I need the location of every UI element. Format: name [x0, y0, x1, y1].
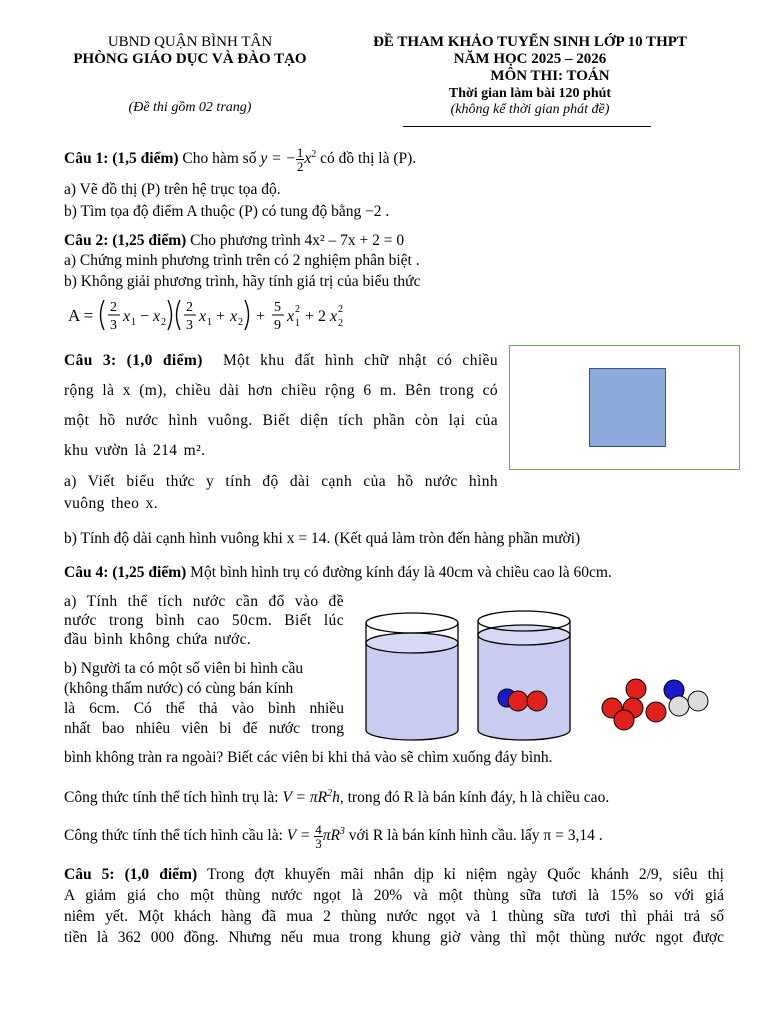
q4-cyl-prefix: Công thức tính thể tích hình trụ là: [64, 789, 279, 807]
svg-text:2: 2 [295, 304, 300, 315]
q4-b-line3: là 6cm. Có thể thả vào bình nhiều [64, 700, 344, 717]
q4-a [64, 592, 344, 649]
q5-paragraph [64, 864, 724, 948]
svg-text:+: + [256, 308, 266, 325]
q4-b-line2: (không thấm nước) có cùng bán kính [64, 680, 294, 697]
svg-text:x: x [153, 308, 161, 325]
q4-sphere-formula-line: Công thức tính thể tích hình cầu là: V = $\frac{4}{3}$ $\pi R^3$ với R là bán kính hình cầu. lấy π = 3,14 . [64, 822, 603, 852]
q5-line2: A giảm giá cho một thùng nước ngọt là 20% và một thùng sữa tươi là 15% so với giá [64, 887, 724, 904]
q2-expression [64, 294, 364, 336]
svg-text:2: 2 [161, 317, 166, 328]
q2-b: b) Không giải phương trình, hãy tính giá trị của biểu thức [64, 273, 421, 290]
q3-a-line2: vuông theo x. [64, 495, 159, 512]
q4-b [64, 659, 344, 739]
svg-text:+: + [216, 308, 226, 325]
q4-cylinder-formula-line [64, 784, 609, 808]
header-right-line5: (không kể thời gian phát đề) [450, 102, 610, 117]
q5-line3: niêm yết. Một khách hàng đã mua 2 thùng nước ngọt và 1 thùng sữa tươi thì phải trả số [64, 908, 724, 925]
q1-label: Câu 1: (1,5 điểm) [64, 150, 179, 168]
header-left-line1: UBND QUẬN BÌNH TÂN [107, 34, 273, 50]
header-left-line2: PHÒNG GIÁO DỤC VÀ ĐÀO TẠO [73, 51, 307, 67]
q4-cyl-suffix: , trong đó R là bán kính đáy, h là chiều cao. [339, 789, 610, 807]
q1-frac-den: 2 [296, 159, 304, 175]
svg-text:2: 2 [186, 300, 193, 315]
q2-line [64, 231, 404, 251]
q3-line2: rộng là x (m), chiều dài hơn chiều rộng 6 m. Bên trong có [64, 382, 498, 399]
q4-sph-mid: với R là bán kính hình cầu. lấy [348, 827, 540, 845]
header-underline [403, 126, 651, 127]
q1-formula-lhs: y = − [260, 150, 296, 168]
q1-a: a) Vẽ đồ thị (P) trên hệ trục tọa độ. [64, 181, 281, 198]
q3-b: b) Tính độ dài cạnh hình vuông khi x = 14. (Kết quả làm tròn đến hàng phần mười) [64, 530, 581, 547]
q3-a [64, 471, 498, 515]
q1-b: b) Tìm tọa độ điểm A thuộc (P) có tung độ bằng −2 . [64, 203, 390, 220]
q3-line4: khu vườn là 214 m². [64, 442, 206, 459]
q2-intro: Cho phương trình 4x² – 7x + 2 = 0 [190, 232, 405, 249]
svg-text:x: x [330, 308, 338, 325]
q1-formula-x: x [304, 150, 312, 168]
cylinder-volume-formula: $V = \pi R^2h$ [282, 788, 340, 807]
q2-a: a) Chứng minh phương trình trên có 2 nghiệm phân biệt . [64, 252, 420, 269]
svg-text:−: − [140, 308, 150, 325]
q4-a-line1: a) Tính thể tích nước cần đổ vào đề [64, 593, 344, 610]
q3-label: Câu 3: (1,0 điểm) [64, 352, 203, 369]
header-right-line3: MÔN THI: TOÁN [490, 68, 610, 84]
q4-sph-prefix: Công thức tính thể tích hình cầu là: [64, 827, 283, 845]
svg-text:9: 9 [274, 318, 281, 333]
q3-paragraph [64, 346, 498, 466]
cylinders-illustration [360, 605, 730, 750]
svg-text:3: 3 [186, 318, 193, 333]
header-left-note: (Đề thi gồm 02 trang) [128, 100, 252, 115]
svg-text:3: 3 [110, 318, 117, 333]
svg-text:x: x [199, 308, 207, 325]
q2-label: Câu 2: (1,25 điểm) [64, 232, 187, 249]
q4-a-line2: nước trong bình cao 50cm. Biết lúc [64, 612, 344, 629]
q1-tail: có đồ thị là (P). [320, 150, 417, 168]
q5-line4: tiền là 362 000 đồng. Nhưng nếu mua trong khung giờ vàng thì một thùng nước ngọt được [64, 929, 724, 946]
sphere-volume-formula: V = [286, 827, 315, 845]
q4-b-line5: bình không tràn ra ngoài? Biết các viên bi khi thả vào sẽ chìm xuống đáy bình. [64, 749, 553, 766]
pi-value: π = 3,14 . [543, 827, 603, 845]
svg-text:5: 5 [274, 300, 281, 315]
q5-line1: Trong đợt khuyến mãi nhân dịp kỉ niệm ngày Quốc khánh 2/9, siêu thị [206, 866, 724, 883]
q3-line3: một hồ nước hình vuông. Biết diện tích phần còn lại của [64, 412, 498, 429]
svg-text:1: 1 [131, 317, 136, 328]
svg-text:2: 2 [338, 304, 343, 315]
q4-label: Câu 4: (1,25 điểm) [64, 564, 187, 581]
q4-b-line4: nhất bao nhiêu viên bi để nước trong [64, 720, 344, 737]
header-right-line1: ĐỀ THAM KHẢO TUYỂN SINH LỚP 10 THPT [373, 34, 687, 50]
svg-text:2: 2 [338, 318, 343, 329]
q5-label: Câu 5: (1,0 điểm) [64, 866, 198, 883]
cylinder-with-balls [478, 611, 570, 740]
svg-text:x: x [287, 308, 295, 325]
q4-intro: Một bình hình trụ có đường kính đáy là 40cm và chiều cao là 60cm. [190, 564, 612, 581]
svg-text:1: 1 [295, 318, 300, 329]
svg-text:+ 2: + 2 [305, 308, 327, 325]
svg-text:2: 2 [110, 300, 117, 315]
q4-line [64, 563, 612, 583]
q3-a-line1: a) Viết biểu thức y tính độ dài cạnh của hồ nước hình [64, 473, 498, 490]
q4-a-line3: đầu bình không chứa nước. [64, 631, 252, 648]
header-right-line4: Thời gian làm bài 120 phút [448, 86, 612, 101]
sphere-frac: $\frac{4}{3}$ [315, 822, 322, 852]
header-right-line2: NĂM HỌC 2025 – 2026 [453, 51, 607, 67]
pond-square [589, 368, 666, 447]
cylinder-empty-water [366, 613, 458, 740]
q1-line [64, 145, 744, 173]
svg-text:x: x [230, 308, 238, 325]
q3-line1: Một khu đất hình chữ nhật có chiều [223, 352, 498, 369]
q4-b-line1: b) Người ta có một số viên bi hình cầu [64, 660, 304, 677]
svg-text:1: 1 [207, 317, 212, 328]
svg-text:A =: A = [68, 306, 94, 325]
q1-formula-exp: 2 [311, 149, 317, 160]
q1-intro: Cho hàm số [182, 150, 257, 168]
q1-frac-num: 1 [296, 145, 304, 161]
balls-group [602, 679, 708, 730]
svg-text:2: 2 [238, 317, 243, 328]
svg-text:x: x [123, 308, 131, 325]
